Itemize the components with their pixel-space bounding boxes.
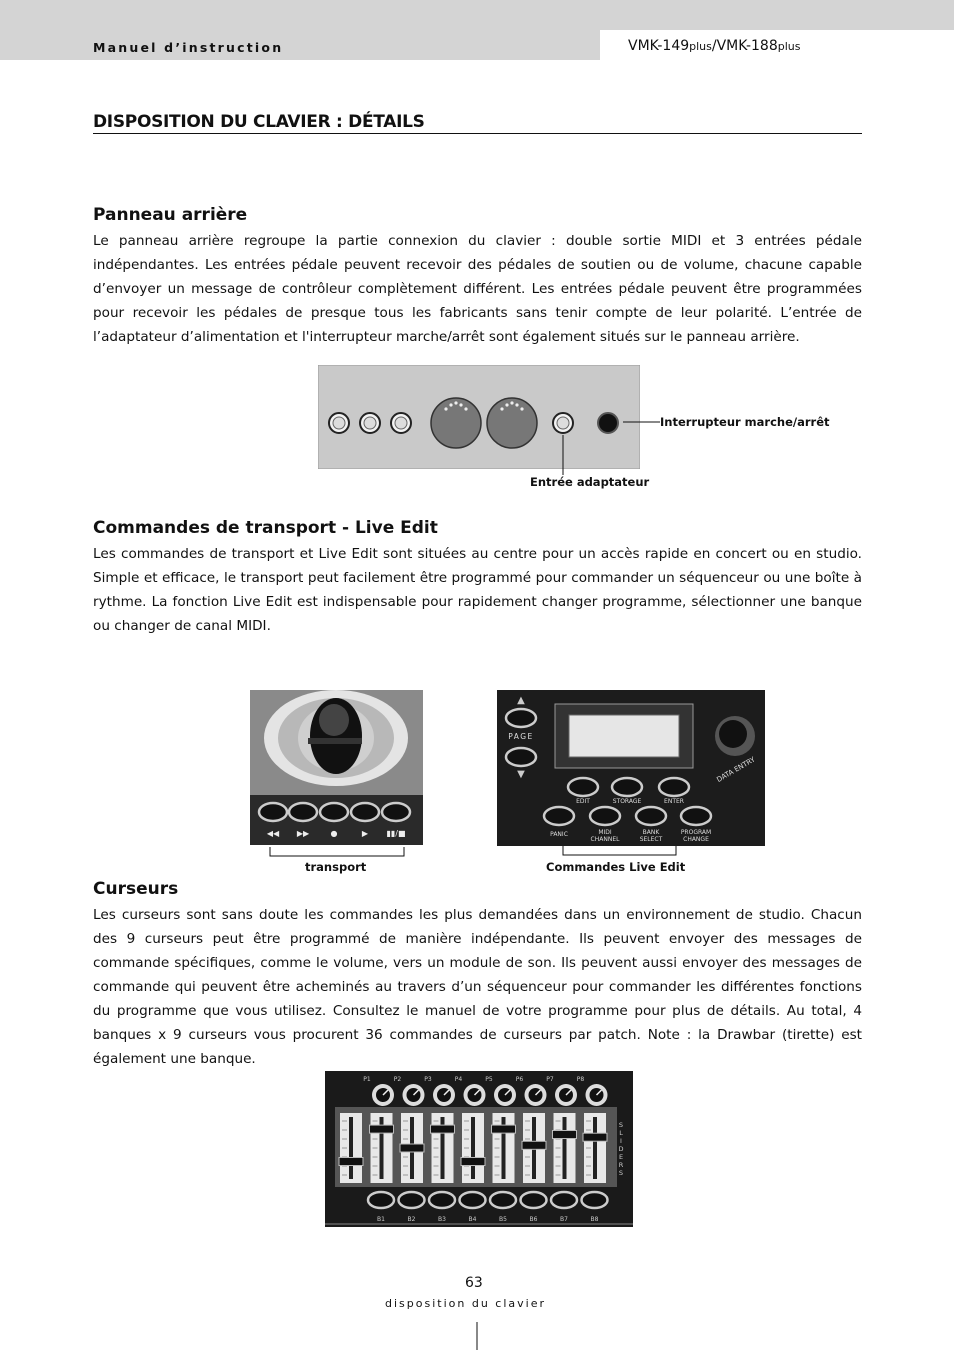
knob-8[interactable]	[586, 1084, 608, 1106]
rear-panel-heading: Panneau arrière	[93, 205, 248, 225]
transport-image	[250, 690, 423, 845]
knob-5[interactable]	[494, 1084, 516, 1106]
midi-out-2	[487, 398, 537, 448]
transport-button-record	[320, 803, 348, 821]
slider-4[interactable]	[431, 1113, 455, 1183]
page-down-button	[506, 748, 536, 766]
transport-button-forward	[289, 803, 317, 821]
transport-button-rewind	[259, 803, 287, 821]
bank-button-label: B1	[377, 1216, 385, 1223]
sliders-image	[325, 1071, 633, 1227]
storage-button	[612, 778, 642, 796]
section-title: DISPOSITION DU CLAVIER : DÉTAILS	[93, 112, 425, 132]
slider-2[interactable]	[370, 1113, 394, 1183]
knob-label: P7	[546, 1076, 554, 1083]
knob-label: P5	[485, 1076, 493, 1083]
slider-7[interactable]	[522, 1113, 546, 1183]
bank-button-label: B5	[499, 1216, 507, 1223]
bank-button-8[interactable]	[582, 1192, 608, 1208]
bank-button-label: B2	[407, 1216, 416, 1223]
adapter-jack	[553, 413, 573, 433]
switch-leader	[640, 416, 660, 426]
bank-button-1[interactable]	[368, 1192, 394, 1208]
header-model: VMK-149plus/VMK-188plus	[628, 38, 801, 54]
edit-button	[568, 778, 598, 796]
bank-button-label: B7	[560, 1216, 568, 1223]
knob-label: P4	[454, 1076, 463, 1083]
bank-select-button	[636, 807, 666, 825]
label-prog1: PROGRAM	[680, 829, 712, 836]
transport-bracket	[268, 847, 406, 859]
transport-button-play	[351, 803, 379, 821]
knob-label: P1	[363, 1076, 371, 1083]
midi-out-1	[431, 398, 481, 448]
program-change-button	[681, 807, 711, 825]
knob-label: P8	[576, 1076, 585, 1083]
bank-button-label: B6	[529, 1216, 538, 1223]
rear-panel-image	[318, 365, 640, 469]
knob-1[interactable]	[372, 1084, 394, 1106]
section-rule	[93, 133, 862, 134]
transport-button-stop	[382, 803, 410, 821]
enter-button	[659, 778, 689, 796]
slider-5[interactable]	[461, 1113, 485, 1183]
live-edit-image	[497, 690, 765, 846]
power-switch	[598, 413, 618, 433]
pedal-jack-2	[360, 413, 380, 433]
transport-heading: Commandes de transport - Live Edit	[93, 518, 438, 538]
svg-text:▼: ▼	[517, 769, 525, 780]
bank-button-label: B8	[590, 1216, 599, 1223]
knob-label: P6	[515, 1076, 524, 1083]
svg-text:▮▮/■: ▮▮/■	[386, 829, 406, 838]
bank-button-7[interactable]	[551, 1192, 577, 1208]
label-panic: PANIC	[550, 831, 568, 838]
label-adapter-input: Entrée adaptateur	[530, 475, 650, 489]
label-enter: ENTER	[664, 798, 684, 805]
svg-text:●: ●	[330, 829, 338, 838]
label-edit: EDIT	[576, 798, 590, 805]
sliders-heading: Curseurs	[93, 879, 179, 899]
slider-6[interactable]	[492, 1113, 516, 1183]
label-page: PAGE	[508, 732, 534, 741]
bank-button-label: B3	[438, 1216, 446, 1223]
svg-text:◀◀: ◀◀	[266, 829, 280, 838]
knob-4[interactable]	[464, 1084, 486, 1106]
footer-label: disposition du clavier	[385, 1297, 546, 1310]
bank-button-2[interactable]	[399, 1192, 425, 1208]
label-power-switch: Interrupteur marche/arrêt	[660, 415, 830, 429]
svg-text:▶▶: ▶▶	[296, 829, 310, 838]
knob-3[interactable]	[433, 1084, 455, 1106]
caption-live-edit: Commandes Live Edit	[546, 860, 686, 874]
label-storage: STORAGE	[612, 798, 642, 805]
label-bank2: SELECT	[639, 836, 663, 843]
knob-label: P2	[393, 1076, 402, 1083]
midi-channel-button	[590, 807, 620, 825]
panic-button	[544, 807, 574, 825]
caption-transport: transport	[305, 860, 367, 874]
slider-3[interactable]	[400, 1113, 424, 1183]
bank-button-4[interactable]	[460, 1192, 486, 1208]
page-up-button	[506, 709, 536, 727]
footer-bar	[476, 1322, 478, 1350]
label-prog2: CHANGE	[683, 836, 709, 843]
slider-8[interactable]	[553, 1113, 577, 1183]
label-midi1: MIDI	[598, 829, 612, 836]
pedal-jack-1	[329, 413, 349, 433]
header-manual-title: Manuel d’instruction	[93, 40, 284, 55]
knob-7[interactable]	[555, 1084, 577, 1106]
label-bank1: BANK	[642, 829, 660, 836]
label-data-entry: DATA ENTRY	[715, 755, 757, 784]
svg-text:▶: ▶	[361, 829, 369, 838]
lcd-display	[555, 704, 693, 768]
label-midi2: CHANNEL	[590, 836, 620, 843]
slider-1[interactable]	[339, 1113, 363, 1183]
data-entry-knob	[715, 716, 755, 756]
knob-2[interactable]	[403, 1084, 425, 1106]
pedal-jack-3	[391, 413, 411, 433]
knob-label: P3	[424, 1076, 432, 1083]
bank-button-6[interactable]	[521, 1192, 547, 1208]
bank-button-label: B4	[468, 1216, 477, 1223]
page-number: 63	[465, 1275, 483, 1291]
live-edit-bracket	[560, 846, 680, 858]
rear-panel-paragraph: Le panneau arrière regroupe la partie connexion du clavier : double sortie MIDI et 3 entrées pédale indépendantes. Les entrées pédale peuvent recevoir des pédales de soutien ou de volume, chacune capable d’envoyer un message de contrôleur complètement différent. Les entrées pédale peuvent être programmées pour recevoir les pédales de presque tous les fabricants sans tenir compte de leur polarité. L’entrée de l’adaptateur d’alimentation et l'interrupteur marche/arrêt sont également situés sur le panneau arrière.	[93, 233, 862, 345]
slider-9[interactable]	[583, 1113, 607, 1183]
svg-text:▲: ▲	[517, 695, 525, 706]
sliders-paragraph: Les curseurs sont sans doute les commandes les plus demandées dans un environnement de studio. Chacun des 9 curseurs peut être programmé de manière indépendante. Ils peuvent envoyer des messages de commande spécifiques, comme le volume, vers un module de son. Ils peuvent aussi envoyer des messages de commande qui peuvent être acheminés au travers d’un séquenceur pour commander les différentes fonctions du programme que vous utilisez. Consultez le manuel de votre programme pour plus de détails. Au total, 4 banques x 9 curseurs vous procurent 36 commandes de curseurs par patch. Note : la Drawbar (tirette) est également une banque.	[93, 907, 862, 1067]
sliders-side-label: S L I D E R S	[618, 1121, 624, 1177]
bank-button-3[interactable]	[429, 1192, 455, 1208]
bank-button-5[interactable]	[490, 1192, 516, 1208]
knob-6[interactable]	[525, 1084, 547, 1106]
transport-paragraph: Les commandes de transport et Live Edit sont situées au centre pour un accès rapide en concert ou en studio. Simple et efficace, le transport peut facilement être programmé pour commander un séquenceur ou une boîte à rythme. La fonction Live Edit est indispensable pour rapidement changer programme, sélectionner une banque ou changer de canal MIDI.	[93, 546, 862, 634]
